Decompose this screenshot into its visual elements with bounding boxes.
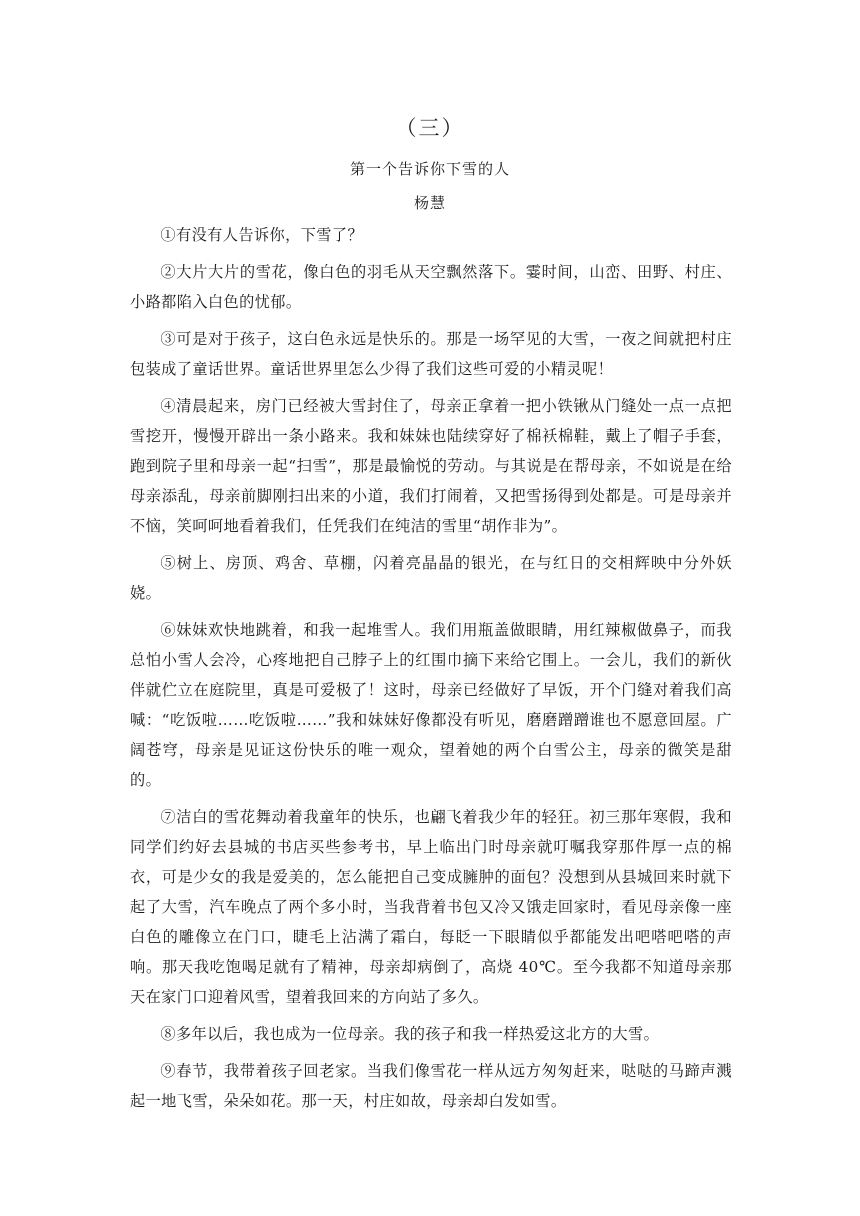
section-title: （三）	[395, 116, 465, 140]
article-title: 第一个告诉你下雪的人	[349, 160, 510, 178]
paragraph-4: ④清晨起来，房门已经被大雪封住了，母亲正拿着一把小铁锹从门缝处一点一点把雪挖开，慢慢开辟出一条小路来。我和妹妹也陆续穿好了棉袄棉鞋，戴上了帽子手套，跑到院子里和母亲一起“扫雪”，那是最愉悦的劳动。与其说是在帮母亲，不如说是在给母亲添乱，母亲前脚刚扫出来的小道，我们打闹着，又把雪扬得到处都是。可是母亲并不恼，笑呵呵地看着我们，任凭我们在纯洁的雪里“胡作非为”。	[130, 397, 732, 535]
paragraph-7: ⑦洁白的雪花舞动着我童年的快乐，也翩飞着我少年的轻狂。初三那年寒假，我和同学们约好去县城的书店买些参考书，早上临出门时母亲就叮嘱我穿那件厚一点的棉衣，可是少女的我是爱美的，怎么能把自己变成臃肿的面包？没想到从县城回来时就下起了大雪，汽车晚点了两个多小时，当我背着书包又冷又饿走回家时，看见母亲像一座白色的雕像立在门口，睫毛上沾满了霜白，每眨一下眼睛似乎都能发出吧嗒吧嗒的声响。那天我吃饱喝足就有了精神，母亲却病倒了，高烧 40℃。至今我都不知道母亲那天在家门口迎着风雪，望着我回来的方向站了多久。	[130, 808, 732, 1006]
paragraph-2: ②大片大片的雪花，像白色的羽毛从天空飘然落下。霎时间，山峦、田野、村庄、小路都陷入白色的忧郁。	[130, 263, 732, 311]
paragraph-1: ①有没有人告诉你，下雪了？	[160, 226, 364, 244]
paragraph-8: ⑧多年以后，我也成为一位母亲。我的孩子和我一样热爱这北方的大雪。	[160, 1025, 660, 1043]
paragraph-9: ⑨春节，我带着孩子回老家。当我们像雪花一样从远方匆匆赶来，哒哒的马蹄声溅起一地飞雪，朵朵如花。那一天，村庄如故，母亲却白发如雪。	[130, 1062, 732, 1110]
article-body	[130, 220, 732, 1123]
paragraph-6: ⑥妹妹欢快地跳着，和我一起堆雪人。我们用瓶盖做眼睛，用红辣椒做鼻子，而我总怕小雪人会冷，心疼地把自己脖子上的红围巾摘下来给它围上。一会儿，我们的新伙伴就伫立在庭院里，真是可爱极了！这时，母亲已经做好了早饭，开个门缝对着我们高喊：“吃饭啦……吃饭啦……”我和妹妹好像都没有听见，磨磨蹭蹭谁也不愿意回屋。广阔苍穹，母亲是见证这份快乐的唯一观众，望着她的两个白雪公主，母亲的微笑是甜的。	[130, 621, 732, 789]
paragraph-3: ③可是对于孩子，这白色永远是快乐的。那是一场罕见的大雪，一夜之间就把村庄包装成了童话世界。童话世界里怎么少得了我们这些可爱的小精灵呢！	[130, 330, 732, 378]
paragraph-5: ⑤树上、房顶、鸡舍、草棚，闪着亮晶晶的银光，在与红日的交相辉映中分外妖娆。	[130, 554, 732, 602]
author-name: 杨慧	[413, 194, 446, 212]
